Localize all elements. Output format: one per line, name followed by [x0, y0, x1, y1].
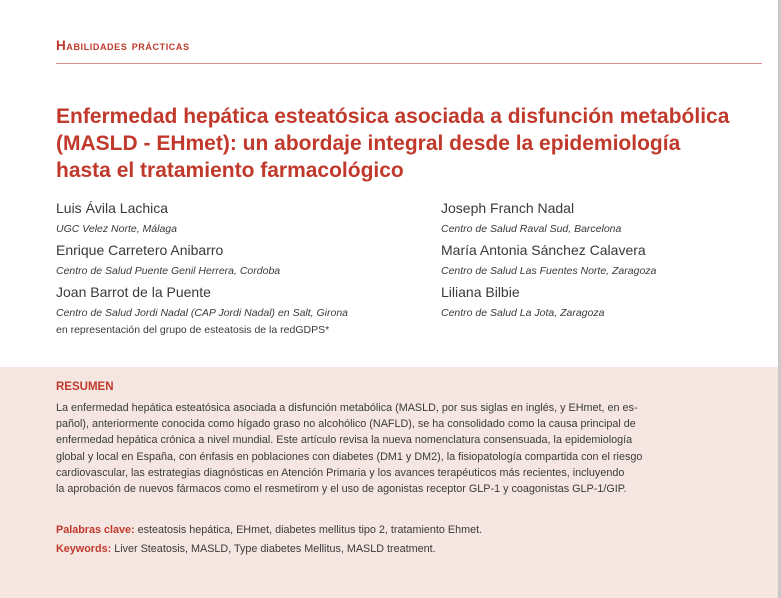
abstract-line: La enfermedad hepática esteatósica asociada a disfunción metabólica (MASLD, por sus siglas en inglés, y EHmet, en es-	[56, 402, 638, 414]
keywords-english-label: Keywords:	[56, 543, 112, 555]
group-representation: en representación del grupo de esteatosis de la redGDPS*	[56, 324, 330, 336]
abstract-line: enfermedad hepática crónica a nivel mundial. Este artículo revisa la nueva nomenclatura consensuada, la epidemiología	[56, 434, 633, 447]
keywords-spanish	[56, 522, 482, 538]
author-entry	[441, 282, 761, 324]
abstract-body	[56, 400, 776, 497]
abstract-line: global y local en España, con énfasis en poblaciones con diabetes (DM1 y DM2), la fisiopatología compartida con el riesgo	[56, 450, 643, 463]
author-name: Joseph Franch Nadal	[441, 200, 575, 216]
abstract-line: la aprobación de nuevos fármacos como el resmetirom y el uso de agonistas receptor GLP-1 y coagonistas GLP-1/GIP.	[56, 483, 627, 496]
author-affiliation: Centro de Salud Raval Sud, Barcelona	[441, 223, 622, 235]
author-affiliation: UGC Velez Norte, Málaga	[56, 223, 177, 235]
abstract-line: pañol), anteriormente conocida como hígado graso no alcohólico (NAFLD), se ha consolidado como la causa principal de	[56, 418, 636, 431]
title-line: hasta el tratamiento farmacológico	[56, 159, 404, 182]
keywords-spanish-text: esteatosis hepática, EHmet, diabetes mellitus tipo 2, tratamiento Ehmet.	[137, 524, 483, 536]
author-name: Liliana Bilbie	[441, 284, 520, 300]
section-label: Habilidades prácticas	[56, 38, 190, 53]
author-name: Joan Barrot de la Puente	[56, 284, 211, 300]
section-divider	[56, 63, 762, 64]
keywords-english-text: Liver Steatosis, MASLD, Type diabetes Mellitus, MASLD treatment.	[114, 543, 436, 555]
author-entry	[441, 198, 761, 240]
abstract-line: cardiovascular, las estrategias diagnósticas en Atención Primaria y los avances terapéuticos más recientes, incluyendo	[56, 466, 625, 479]
keywords-english	[56, 541, 436, 557]
title-line: Enfermedad hepática esteatósica asociada a disfunción metabólica	[56, 105, 730, 128]
title-line: (MASLD - EHmet): un abordaje integral desde la epidemiología	[56, 132, 681, 155]
author-name: María Antonia Sánchez Calavera	[441, 242, 646, 258]
authors-right-column	[441, 198, 761, 324]
article-title	[56, 103, 756, 184]
author-name: Luis Ávila Lachica	[56, 200, 169, 216]
author-entry	[56, 240, 426, 282]
author-affiliation: Centro de Salud Puente Genil Herrera, Cordoba	[56, 265, 281, 277]
author-entry	[56, 198, 426, 240]
author-entry	[56, 282, 426, 324]
author-affiliation: Centro de Salud Las Fuentes Norte, Zaragoza	[441, 265, 657, 277]
authors-left-column	[56, 198, 426, 339]
keywords-spanish-label: Palabras clave:	[56, 524, 135, 536]
author-name: Enrique Carretero Anibarro	[56, 242, 224, 258]
abstract-heading: RESUMEN	[56, 381, 114, 393]
author-affiliation: Centro de Salud Jordi Nadal (CAP Jordi Nadal) en Salt, Girona	[56, 307, 349, 319]
author-affiliation: Centro de Salud La Jota, Zaragoza	[441, 307, 605, 319]
author-entry	[441, 240, 761, 282]
